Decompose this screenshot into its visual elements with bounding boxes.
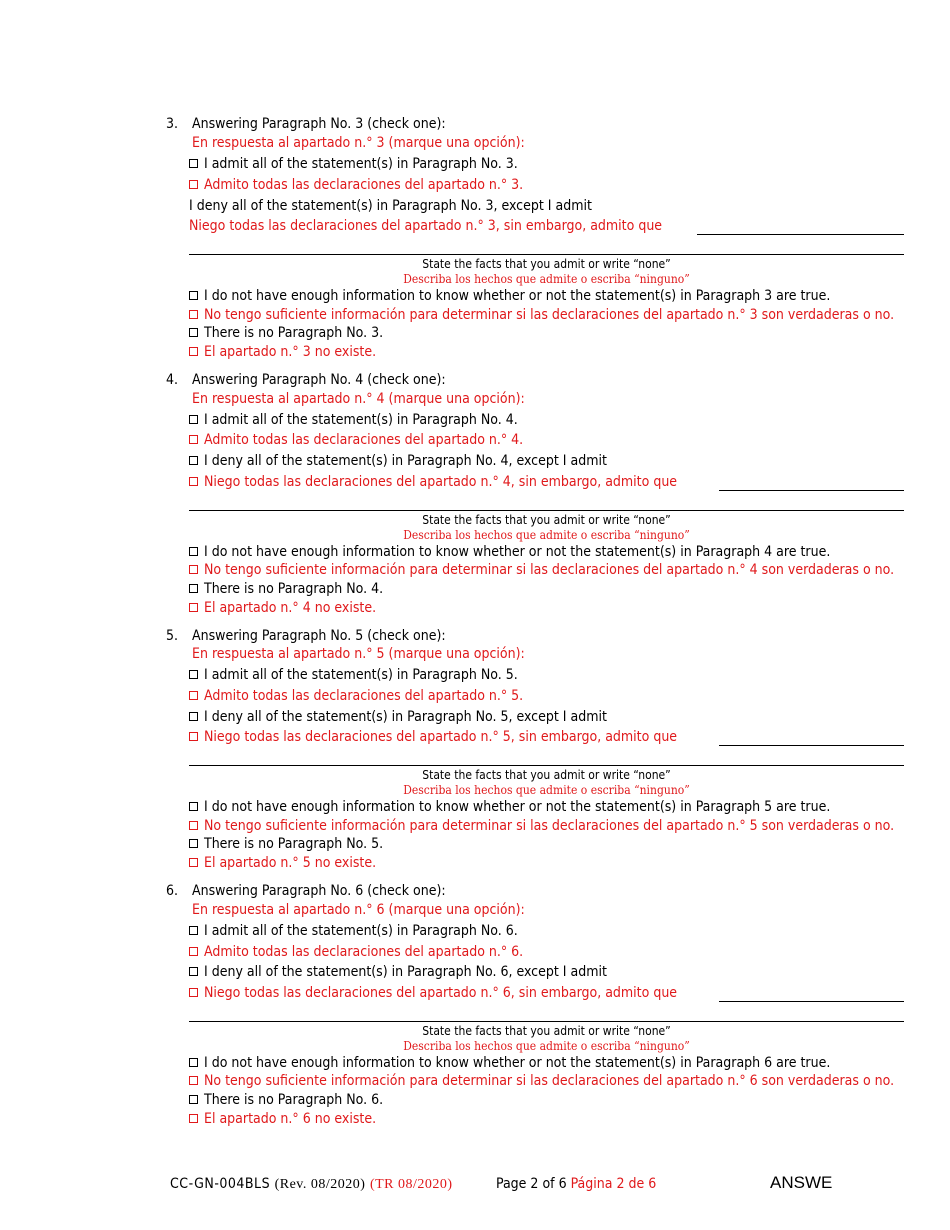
empty-checkbox-icon[interactable]: [189, 1058, 198, 1067]
section-title-es: En respuesta al apartado n.° 5 (marque una opción):: [192, 646, 525, 662]
admit-facts-line[interactable]: [189, 510, 904, 511]
no-info-option[interactable]: I do not have enough information to know whether or not the statement(s) in Paragraph 3 are true.: [189, 287, 830, 305]
empty-checkbox-icon[interactable]: [189, 839, 198, 848]
section-number: 3.: [166, 116, 179, 132]
paragraph-5-section: [0, 627, 950, 883]
admit-option-es[interactable]: Admito todas las declaraciones del apartado n.° 3.: [189, 176, 523, 194]
empty-checkbox-icon[interactable]: [189, 456, 198, 465]
deny-option[interactable]: I deny all of the statement(s) in Paragraph No. 4, except I admit: [189, 452, 607, 470]
page-number-es: Página 2 de 6: [570, 1176, 657, 1192]
deny-option[interactable]: I deny all of the statement(s) in Paragraph No. 5, except I admit: [189, 708, 607, 726]
admit-option-es[interactable]: Admito todas las declaraciones del apartado n.° 6.: [189, 943, 523, 961]
empty-checkbox-icon[interactable]: [189, 328, 198, 337]
section-number: 6.: [166, 883, 179, 899]
paragraph-6-section: [0, 882, 950, 1138]
empty-checkbox-icon[interactable]: [189, 1114, 198, 1123]
form-id: CC-GN-004BLS (Rev. 08/2020) (TR 08/2020): [170, 1176, 453, 1192]
empty-checkbox-icon[interactable]: [189, 547, 198, 556]
no-paragraph-option[interactable]: There is no Paragraph No. 6.: [189, 1091, 383, 1109]
admit-facts-line[interactable]: [719, 490, 904, 491]
empty-checkbox-icon[interactable]: [189, 926, 198, 935]
no-paragraph-option-es[interactable]: El apartado n.° 6 no existe.: [189, 1110, 376, 1128]
facts-caption-es: Describa los hechos que admite o escriba “ninguno”: [403, 783, 690, 797]
no-info-option-es[interactable]: No tengo suficiente información para determinar si las declaraciones del apartado n.° 5 son verdaderas o no.: [189, 817, 894, 835]
empty-checkbox-icon[interactable]: [189, 858, 198, 867]
empty-checkbox-icon[interactable]: [189, 1095, 198, 1104]
section-title: Answering Paragraph No. 6 (check one):: [192, 883, 446, 899]
empty-checkbox-icon[interactable]: [189, 603, 198, 612]
deny-option[interactable]: I deny all of the statement(s) in Paragraph No. 6, except I admit: [189, 963, 607, 981]
empty-checkbox-icon[interactable]: [189, 691, 198, 700]
deny-option-es[interactable]: Niego todas las declaraciones del apartado n.° 5, sin embargo, admito que: [189, 728, 677, 746]
admit-option[interactable]: I admit all of the statement(s) in Paragraph No. 4.: [189, 411, 518, 429]
no-info-option-es[interactable]: No tengo suficiente información para determinar si las declaraciones del apartado n.° 3 son verdaderas o no.: [189, 306, 894, 324]
empty-checkbox-icon[interactable]: [189, 988, 198, 997]
facts-caption: State the facts that you admit or write “none”: [422, 1024, 671, 1038]
no-info-option[interactable]: I do not have enough information to know whether or not the statement(s) in Paragraph 4 are true.: [189, 543, 830, 561]
admit-facts-line[interactable]: [189, 765, 904, 766]
empty-checkbox-icon[interactable]: [189, 967, 198, 976]
revision-tr: (TR 08/2020): [369, 1177, 453, 1192]
no-paragraph-option-es[interactable]: El apartado n.° 3 no existe.: [189, 343, 376, 361]
facts-caption-es: Describa los hechos que admite o escriba “ninguno”: [403, 528, 690, 542]
facts-caption-es: Describa los hechos que admite o escriba “ninguno”: [403, 272, 690, 286]
document-title: ANSWE: [770, 1173, 833, 1192]
empty-checkbox-icon[interactable]: [189, 291, 198, 300]
deny-option-es[interactable]: Niego todas las declaraciones del apartado n.° 4, sin embargo, admito que: [189, 473, 677, 491]
revision: (Rev. 08/2020): [274, 1177, 366, 1192]
no-paragraph-option[interactable]: There is no Paragraph No. 4.: [189, 580, 383, 598]
no-info-option[interactable]: I do not have enough information to know whether or not the statement(s) in Paragraph 5 are true.: [189, 798, 830, 816]
empty-checkbox-icon[interactable]: [189, 670, 198, 679]
empty-checkbox-icon[interactable]: [189, 310, 198, 319]
no-paragraph-option[interactable]: There is no Paragraph No. 3.: [189, 324, 383, 342]
empty-checkbox-icon[interactable]: [189, 347, 198, 356]
no-info-option-es[interactable]: No tengo suficiente información para determinar si las declaraciones del apartado n.° 4 son verdaderas o no.: [189, 561, 894, 579]
empty-checkbox-icon[interactable]: [189, 477, 198, 486]
section-number: 4.: [166, 372, 179, 388]
deny-option-es[interactable]: Niego todas las declaraciones del apartado n.° 3, sin embargo, admito que: [189, 218, 663, 234]
section-title: Answering Paragraph No. 3 (check one):: [192, 116, 446, 132]
empty-checkbox-icon[interactable]: [189, 712, 198, 721]
empty-checkbox-icon[interactable]: [189, 732, 198, 741]
deny-option-es[interactable]: Niego todas las declaraciones del apartado n.° 6, sin embargo, admito que: [189, 984, 677, 1002]
no-paragraph-option-es[interactable]: El apartado n.° 4 no existe.: [189, 599, 376, 617]
no-info-option-es[interactable]: No tengo suficiente información para determinar si las declaraciones del apartado n.° 6 son verdaderas o no.: [189, 1072, 894, 1090]
deny-option[interactable]: I deny all of the statement(s) in Paragraph No. 3, except I admit: [189, 198, 592, 214]
page-number: Page 2 of 6 Página 2 de 6: [496, 1176, 657, 1192]
admit-facts-line[interactable]: [189, 1021, 904, 1022]
empty-checkbox-icon[interactable]: [189, 947, 198, 956]
no-paragraph-option[interactable]: There is no Paragraph No. 5.: [189, 835, 383, 853]
empty-checkbox-icon[interactable]: [189, 584, 198, 593]
admit-option[interactable]: I admit all of the statement(s) in Paragraph No. 5.: [189, 666, 518, 684]
empty-checkbox-icon[interactable]: [189, 180, 198, 189]
no-info-option[interactable]: I do not have enough information to know whether or not the statement(s) in Paragraph 6 are true.: [189, 1054, 830, 1072]
section-title-es: En respuesta al apartado n.° 6 (marque una opción):: [192, 902, 525, 918]
empty-checkbox-icon[interactable]: [189, 565, 198, 574]
admit-option[interactable]: I admit all of the statement(s) in Paragraph No. 6.: [189, 922, 518, 940]
section-title: Answering Paragraph No. 4 (check one):: [192, 372, 446, 388]
paragraph-4-section: [0, 371, 950, 627]
empty-checkbox-icon[interactable]: [189, 159, 198, 168]
section-title-es: En respuesta al apartado n.° 3 (marque una opción):: [192, 135, 525, 151]
facts-caption: State the facts that you admit or write “none”: [422, 768, 671, 782]
empty-checkbox-icon[interactable]: [189, 1076, 198, 1085]
section-title-es: En respuesta al apartado n.° 4 (marque una opción):: [192, 391, 525, 407]
section-title: Answering Paragraph No. 5 (check one):: [192, 628, 446, 644]
facts-caption: State the facts that you admit or write “none”: [422, 257, 671, 271]
admit-option-es[interactable]: Admito todas las declaraciones del apartado n.° 5.: [189, 687, 523, 705]
section-number: 5.: [166, 628, 179, 644]
empty-checkbox-icon[interactable]: [189, 821, 198, 830]
admit-facts-line[interactable]: [719, 1001, 904, 1002]
facts-caption: State the facts that you admit or write “none”: [422, 513, 671, 527]
empty-checkbox-icon[interactable]: [189, 435, 198, 444]
paragraph-3-section: [0, 115, 950, 371]
admit-facts-line[interactable]: [697, 234, 904, 235]
admit-option[interactable]: I admit all of the statement(s) in Paragraph No. 3.: [189, 155, 518, 173]
empty-checkbox-icon[interactable]: [189, 415, 198, 424]
facts-caption-es: Describa los hechos que admite o escriba “ninguno”: [403, 1039, 690, 1053]
admit-facts-line[interactable]: [719, 745, 904, 746]
admit-facts-line[interactable]: [189, 254, 904, 255]
no-paragraph-option-es[interactable]: El apartado n.° 5 no existe.: [189, 854, 376, 872]
admit-option-es[interactable]: Admito todas las declaraciones del apartado n.° 4.: [189, 431, 523, 449]
empty-checkbox-icon[interactable]: [189, 802, 198, 811]
